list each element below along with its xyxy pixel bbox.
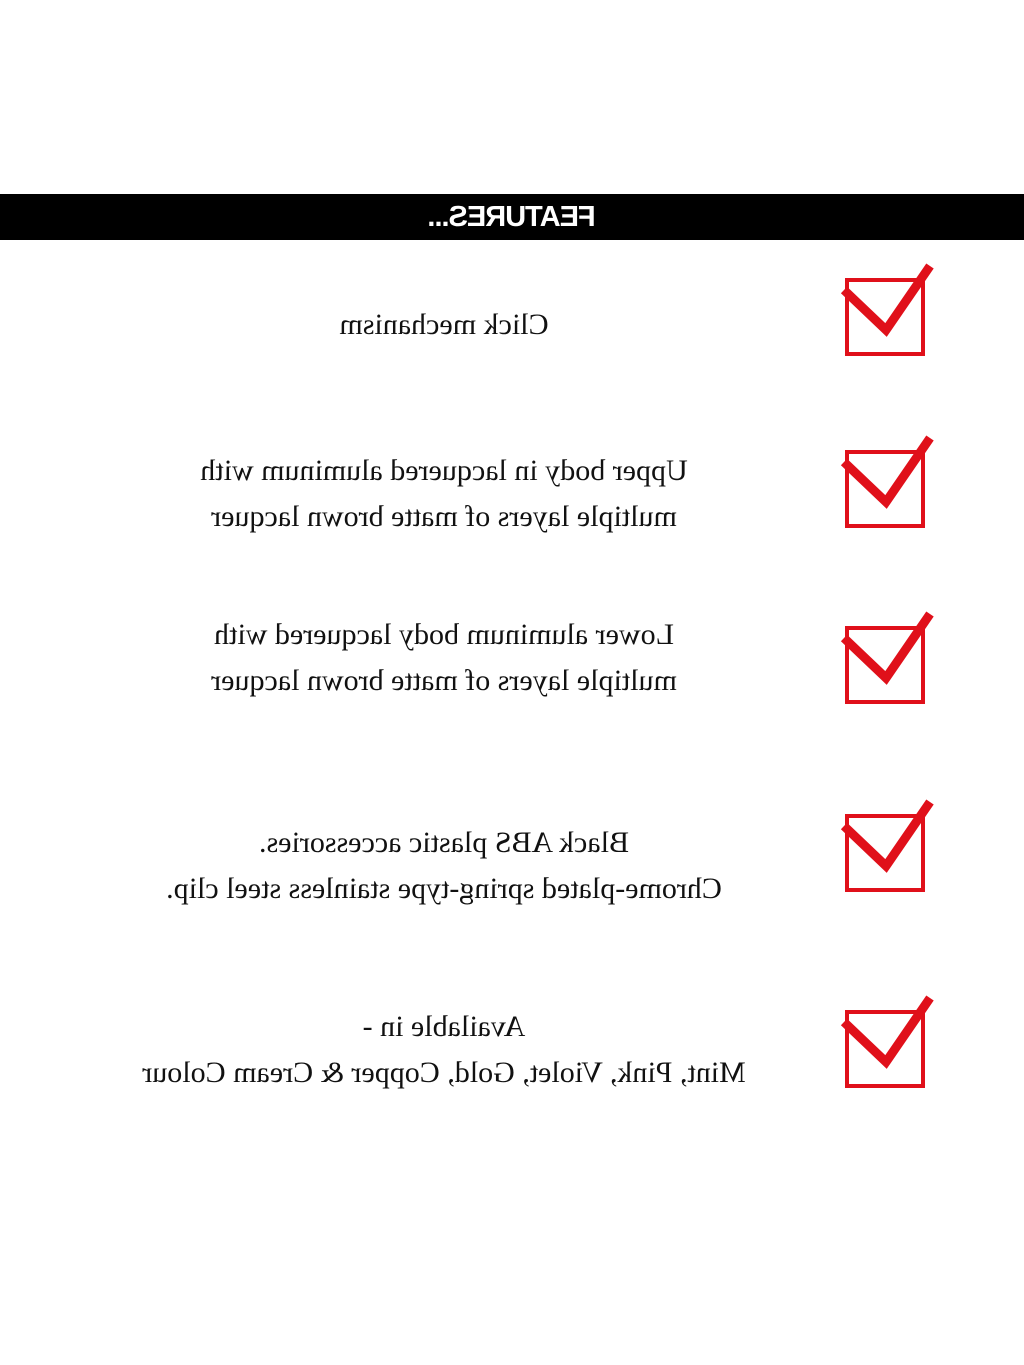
feature-line: multiple layers of matte brown lacquer bbox=[211, 664, 677, 697]
feature-text bbox=[54, 448, 834, 540]
red-checkbox-icon bbox=[840, 262, 936, 362]
feature-line: Mint, Pink, Violet, Gold, Copper & Cream Colour bbox=[142, 1056, 746, 1089]
feature-line: multiple layers of matte brown lacquer bbox=[211, 500, 677, 533]
feature-line: Click mechanism bbox=[339, 308, 549, 341]
feature-text bbox=[54, 820, 834, 912]
feature-text bbox=[54, 302, 834, 348]
red-checkbox-icon bbox=[840, 798, 936, 898]
feature-line: Chrome-plated spring-type stainless steel clip. bbox=[166, 872, 722, 905]
feature-line: Upper body in lacquered aluminum with bbox=[200, 454, 688, 487]
feature-line: Lower aluminum body lacquered with bbox=[214, 618, 674, 651]
red-checkbox-icon bbox=[840, 434, 936, 534]
features-banner bbox=[0, 194, 1024, 240]
feature-line: Available in - bbox=[362, 1010, 526, 1043]
feature-line: Black ABS plastic accessories. bbox=[259, 826, 629, 859]
feature-text bbox=[54, 612, 834, 704]
red-checkbox-icon bbox=[840, 994, 936, 1094]
red-checkbox-icon bbox=[840, 610, 936, 710]
banner-title: FEATURES... bbox=[428, 201, 596, 233]
feature-text bbox=[54, 1004, 834, 1096]
